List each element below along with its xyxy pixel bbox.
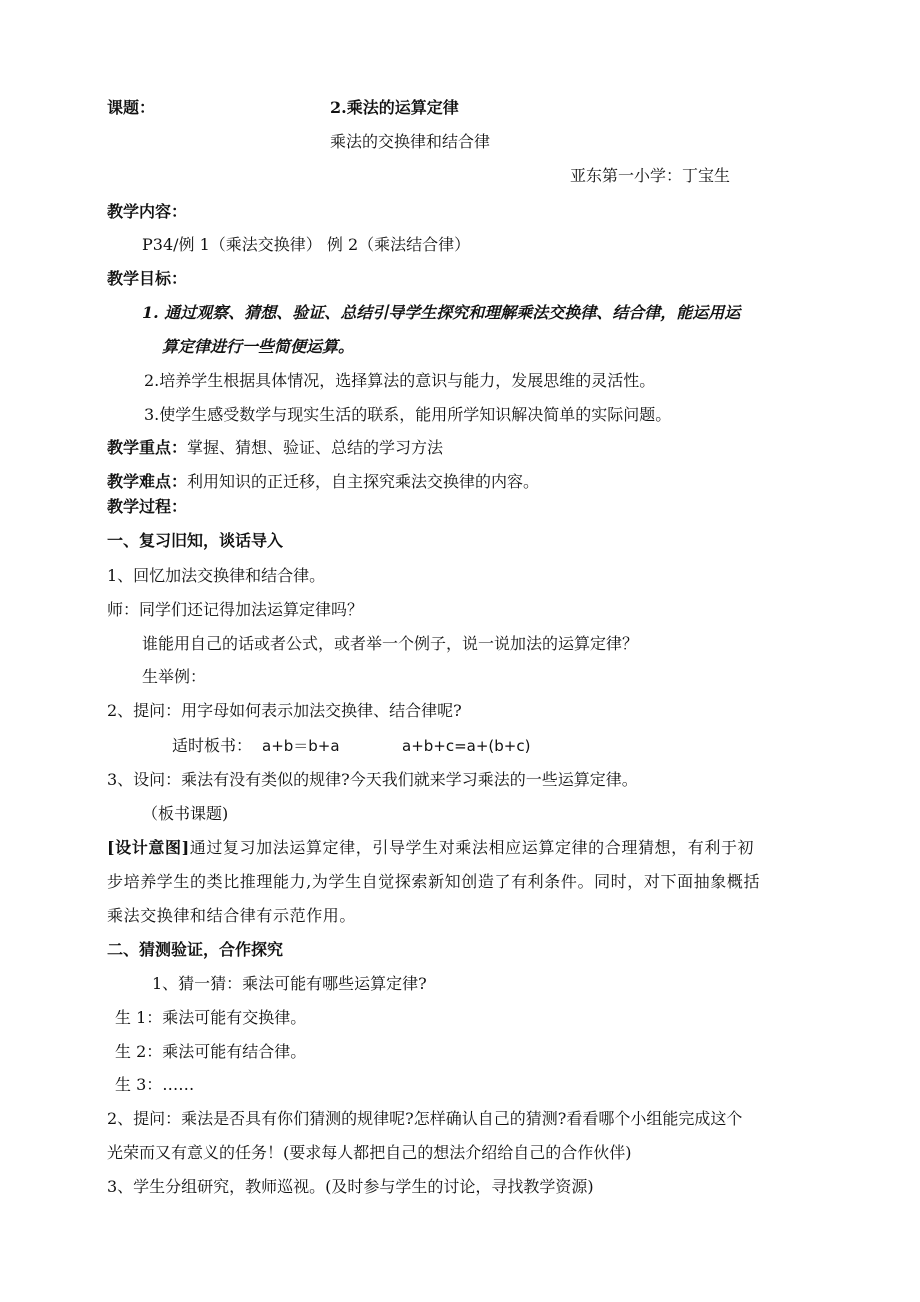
section-1-p2: 师：同学们还记得加法运算定律吗？ <box>107 600 364 619</box>
topic-label: 课题： <box>107 98 156 117</box>
student-2: 生 2：乘法可能有结合律。 <box>115 1042 307 1061</box>
section-2-p2-line-1: 2、提问：乘法是否具有你们猜测的规律呢?怎样确认自己的猜测?看看哪个小组能完成这个 <box>107 1109 743 1128</box>
key-points <box>107 437 443 459</box>
objective-1-line-1: 1. 通过观察、猜想、验证、总结引导学生探究和理解乘法交换律、结合律，能运用运 <box>142 303 741 322</box>
section-2-p3: 3、学生分组研究，教师巡视。(及时参与学生的讨论，寻找教学资源) <box>107 1177 594 1196</box>
design-intent-line-1 <box>107 837 754 859</box>
section-2-p2-line-2: 光荣而又有意义的任务！(要求每人都把自己的想法介绍给自己的合作伙伴) <box>107 1143 632 1162</box>
student-1: 生 1：乘法可能有交换律。 <box>115 1008 307 1027</box>
student-3: 生 3：…… <box>115 1075 195 1094</box>
difficulties-text: 利用知识的正迁移，自主探究乘法交换律的内容。 <box>187 472 540 491</box>
section-1-p4: 生举例： <box>142 667 207 686</box>
section-1-p6: 3、设问：乘法有没有类似的规律?今天我们就来学习乘法的一些运算定律。 <box>107 770 638 789</box>
section-2-p1: 1、猜一猜：乘法可能有哪些运算定律? <box>152 974 427 993</box>
design-intent-text-1: 通过复习加法运算定律，引导学生对乘法相应运算定律的合理猜想，有利于初 <box>189 838 755 857</box>
content-heading: 教学内容： <box>107 202 188 221</box>
objective-1-line-2: 算定律进行一些简便运算。 <box>162 337 355 356</box>
section-2-title: 二、猜测验证，合作探究 <box>107 940 284 959</box>
objectives-heading: 教学目标： <box>107 269 188 288</box>
process-heading: 教学过程： <box>107 497 188 516</box>
design-intent-line-2: 步培养学生的类比推理能力,为学生自觉探索新知创造了有利条件。同时，对下面抽象概括 <box>107 872 761 891</box>
key-points-text: 掌握、猜想、验证、总结的学习方法 <box>187 438 444 457</box>
key-points-label: 教学重点： <box>107 438 188 457</box>
difficulties <box>107 471 539 493</box>
section-1-title: 一、复习旧知，谈话导入 <box>107 531 284 550</box>
lesson-title: 2.乘法的运算定律 <box>330 98 459 117</box>
objective-2: 2.培养学生根据具体情况，选择算法的意识与能力，发展思维的灵活性。 <box>144 371 656 390</box>
section-1-p3: 谁能用自己的话或者公式，或者举一个例子，说一说加法的运算定律？ <box>142 634 639 653</box>
board-label: 适时板书： <box>172 736 253 755</box>
lesson-subtitle: 乘法的交换律和结合律 <box>330 132 491 151</box>
objective-3: 3.使学生感受数学与现实生活的联系，能用所学知识解决简单的实际问题。 <box>144 405 672 424</box>
section-1-p5: 2、提问：用字母如何表示加法交换律、结合律呢? <box>107 701 462 720</box>
section-1-p1: 1、回忆加法交换律和结合律。 <box>107 566 326 585</box>
design-intent-line-3: 乘法交换律和结合律有示范作用。 <box>107 906 357 925</box>
formula-commutative: a+b＝b+a <box>262 737 340 755</box>
design-intent-label: [设计意图] <box>107 838 190 857</box>
formula-associative: a+b+c=a+(b+c) <box>402 737 531 755</box>
content-text: P34/例 1（乘法交换律） 例 2（乘法结合律） <box>142 235 471 254</box>
author: 亚东第一小学：丁宝生 <box>570 166 731 185</box>
section-1-p7: （板书课题) <box>142 804 229 823</box>
difficulties-label: 教学难点： <box>107 472 188 491</box>
